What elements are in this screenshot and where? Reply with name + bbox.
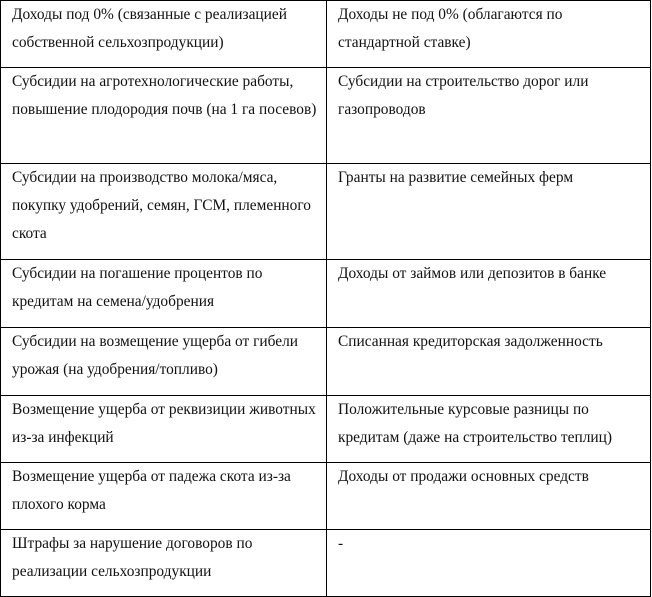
- table-row: [1, 68, 651, 164]
- table-cell-right: [327, 1, 651, 68]
- table-cell-right: [327, 164, 651, 260]
- cell-text: Возмещение ущерба от падежа скота из-за плохого корма: [12, 468, 291, 513]
- cell-text: Положительные курсовые разницы по кредитам (даже на строительство теплиц): [338, 401, 612, 446]
- cell-text: Доходы от продажи основных средств: [338, 468, 589, 485]
- cell-text: Доходы не под 0% (облагаются по стандартной ставке): [338, 6, 563, 51]
- table-cell-left: [1, 463, 327, 530]
- table-row: [1, 530, 651, 597]
- table-row: [1, 260, 651, 328]
- cell-text: Субсидии на строительство дорог или газопроводов: [338, 73, 589, 118]
- cell-text: Списанная кредиторская задолженность: [338, 333, 603, 350]
- table-row: [1, 164, 651, 260]
- table-cell-right: [327, 396, 651, 463]
- table-cell-right: [327, 260, 651, 328]
- cell-text: Гранты на развитие семейных ферм: [338, 169, 574, 186]
- table-row: [1, 328, 651, 396]
- cell-text: Субсидии на погашение процентов по кредитам на семена/удобрения: [12, 265, 263, 310]
- cell-text: -: [338, 535, 344, 552]
- table-cell-left: [1, 260, 327, 328]
- cell-text: Возмещение ущерба от реквизиции животных из-за инфекций: [12, 401, 316, 446]
- table-cell-left: [1, 328, 327, 396]
- cell-text: Штрафы за нарушение договоров по реализации сельхозпродукции: [12, 535, 253, 580]
- table-row: [1, 396, 651, 463]
- table-row: [1, 1, 651, 68]
- table-cell-left: [1, 1, 327, 68]
- table-cell-left: [1, 396, 327, 463]
- table-cell-right: [327, 68, 651, 164]
- table-row: [1, 463, 651, 530]
- table-cell-right: [327, 530, 651, 597]
- cell-text: Доходы от займов или депозитов в банке: [338, 265, 607, 282]
- cell-text: Субсидии на агротехнологические работы, повышение плодородия почв (на 1 га посевов): [12, 73, 317, 118]
- table-cell-left: [1, 68, 327, 164]
- table-cell-right: [327, 463, 651, 530]
- table-cell-left: [1, 530, 327, 597]
- cell-text: Субсидии на производство молока/мяса, покупку удобрений, семян, ГСМ, племенного скота: [12, 169, 311, 242]
- cell-text: Доходы под 0% (связанные с реализацией собственной сельхозпродукции): [12, 6, 287, 51]
- table-cell-left: [1, 164, 327, 260]
- cell-text: Субсидии на возмещение ущерба от гибели урожая (на удобрения/топливо): [12, 333, 299, 378]
- table-cell-right: [327, 328, 651, 396]
